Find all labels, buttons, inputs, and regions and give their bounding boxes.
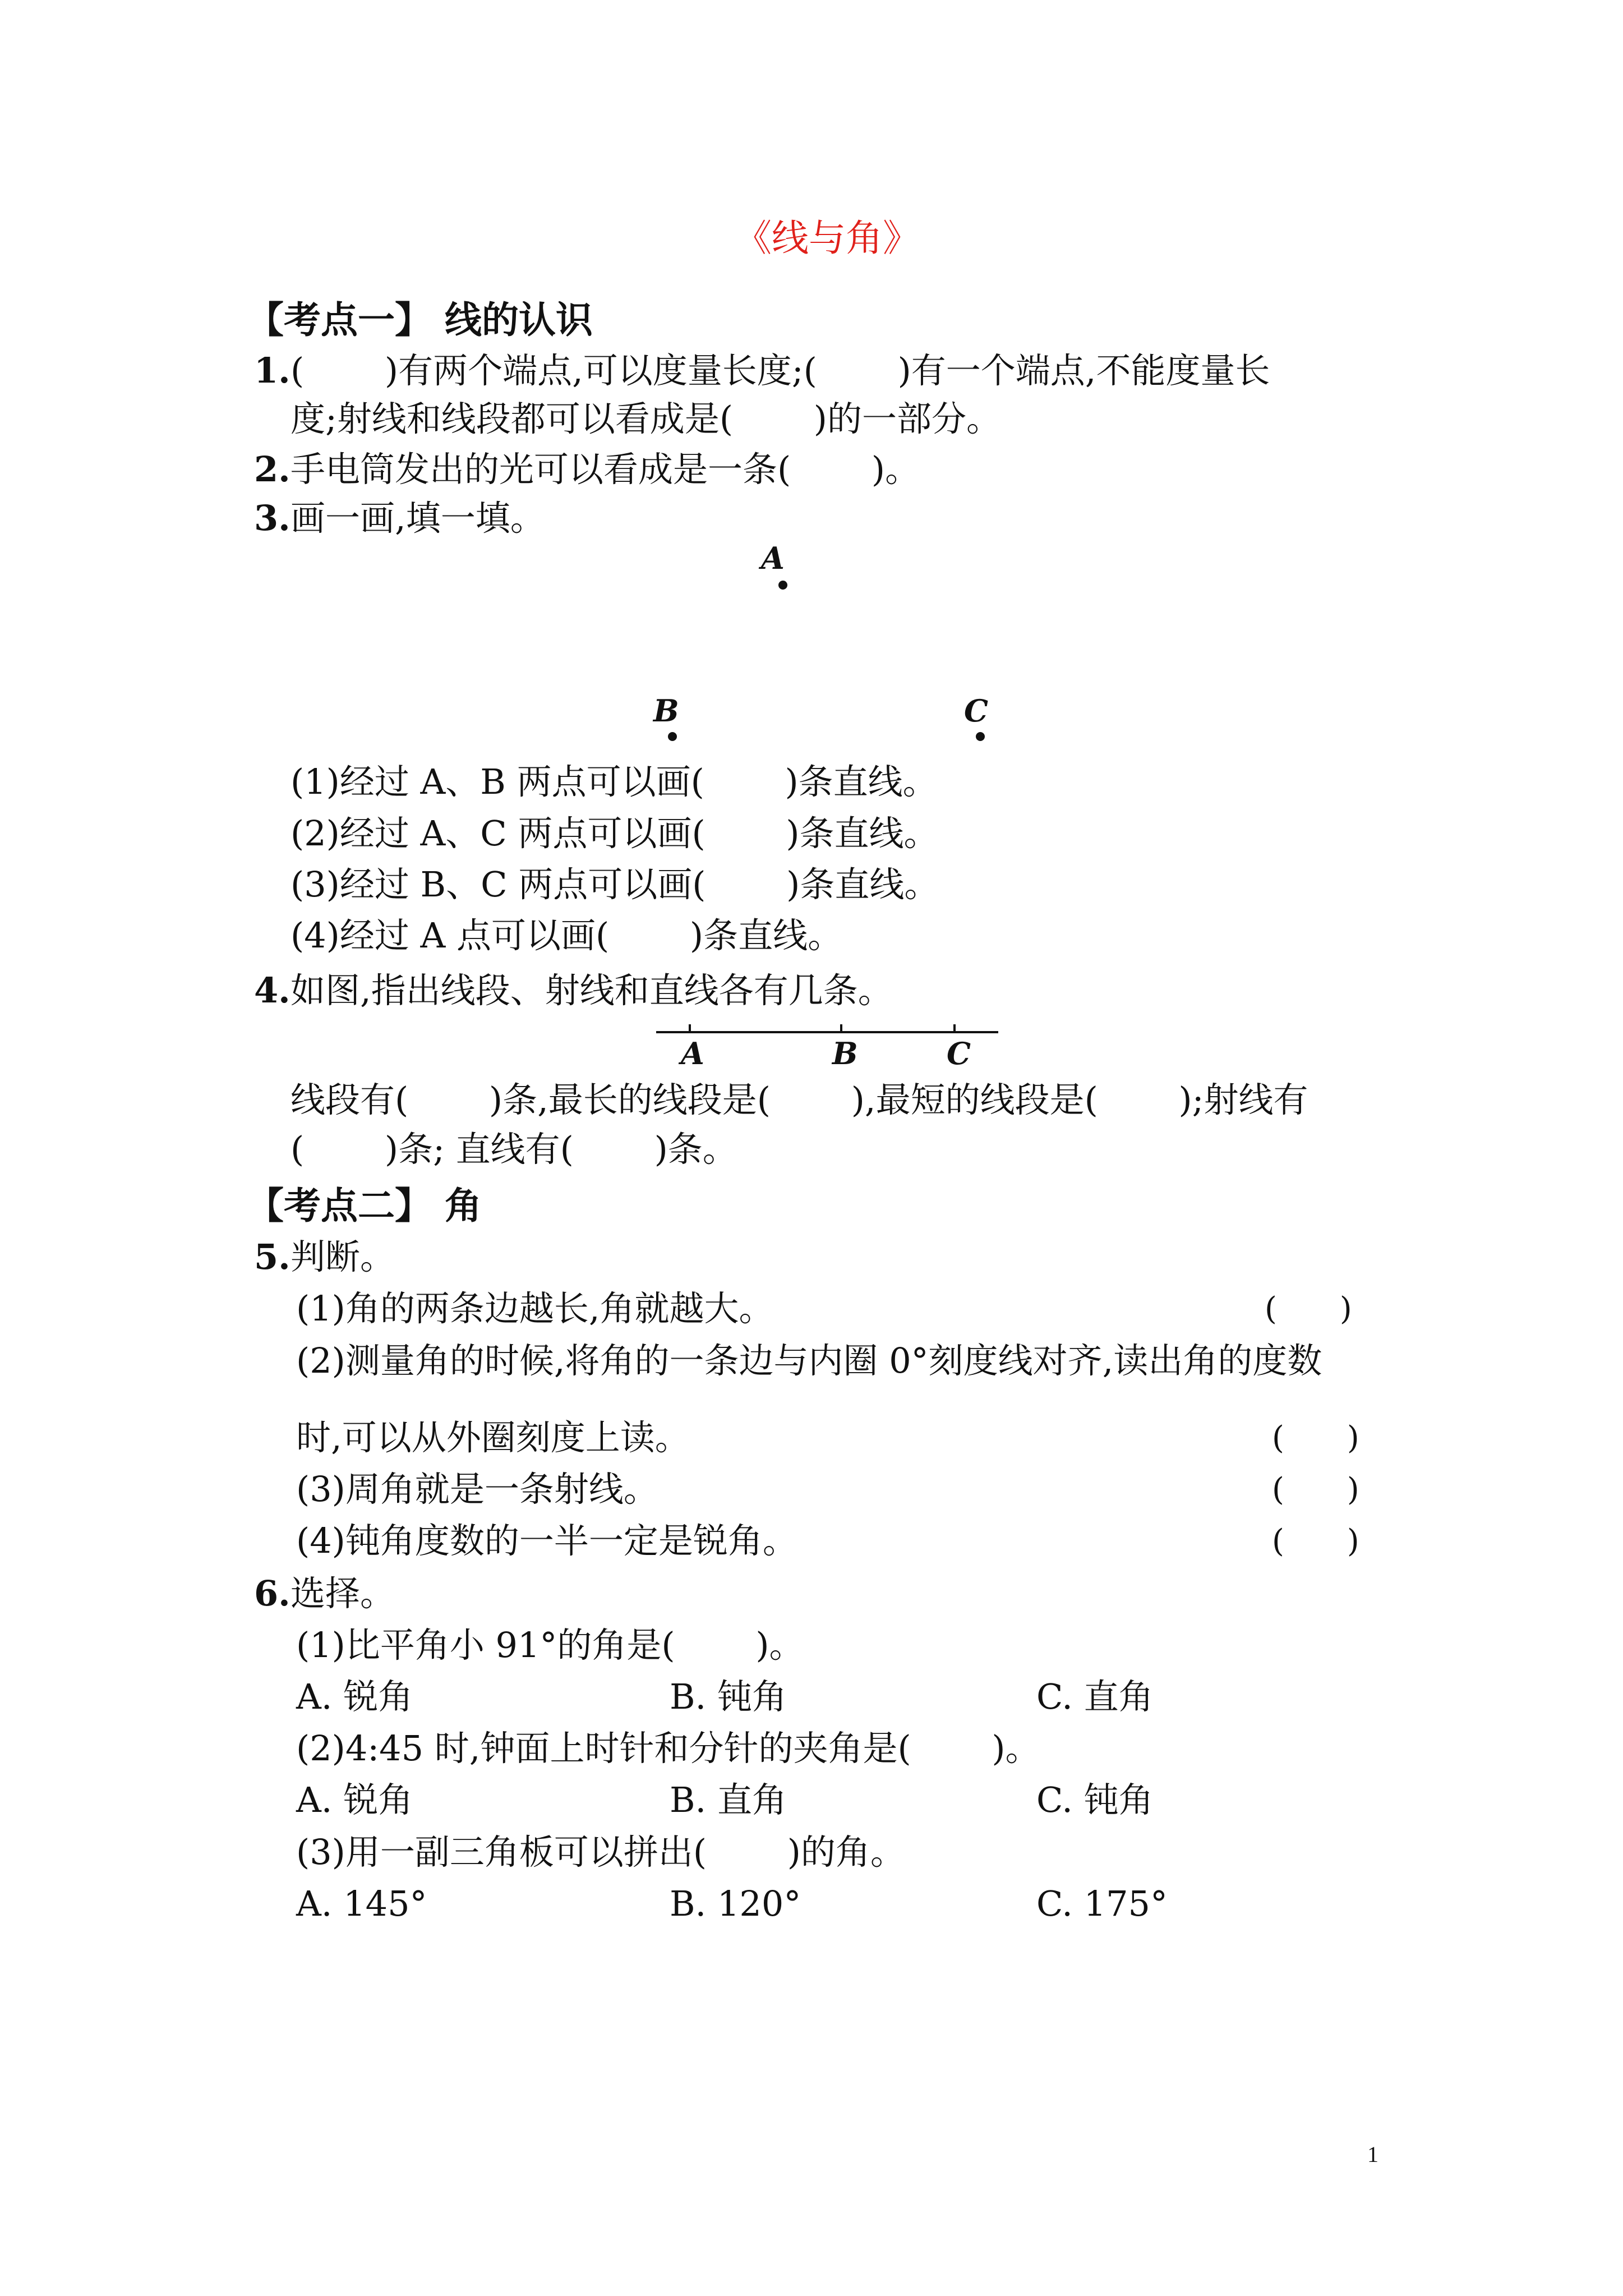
choice-question-3: (3)用一副三角板可以拼出( )的角。 [296,1832,905,1872]
question-3-text: 画一画,填一填。 [291,498,545,539]
question-1-line-1: ( )有两个端点,可以度量长度;( )有一个端点,不能度量长 [291,350,1270,391]
question-3-item-3: (3)经过 B、C 两点可以画( )条直线。 [291,864,939,905]
judge-item-1: (1)角的两条边越长,角就越大。 [296,1288,774,1329]
page-number: 1 [1367,2142,1378,2167]
choice-1-option-b: B. 钝角 [670,1676,787,1717]
question-number-6: 6. [254,1573,291,1614]
question-number-1: 1. [254,350,291,391]
question-number-2: 2. [254,449,291,490]
choice-2-option-a: A. 锐角 [296,1779,413,1820]
choice-1-option-a: A. 锐角 [296,1676,413,1717]
question-5-text: 判断。 [291,1236,395,1277]
judge-answer-4: ( ) [1272,1523,1359,1559]
point-b [668,732,677,741]
question-3-item-2: (2)经过 A、C 两点可以画( )条直线。 [291,813,939,854]
question-3-item-4: (4)经过 A 点可以画( )条直线。 [291,915,843,956]
choice-1-option-c: C. 直角 [1036,1676,1154,1717]
question-number-3: 3. [254,498,291,539]
judge-item-4: (4)钝角度数的一半一定是锐角。 [296,1520,797,1561]
choice-question-2: (2)4:45 时,钟面上时针和分针的夹角是( )。 [296,1728,1040,1769]
question-number-4: 4. [254,970,291,1011]
judge-item-3: (3)周角就是一条射线。 [296,1469,658,1510]
choice-2-option-c: C. 钝角 [1036,1779,1154,1820]
question-6-text: 选择。 [291,1573,395,1614]
line-label-b: B [832,1036,858,1071]
choice-2-option-b: B. 直角 [670,1779,787,1820]
question-4-line-1: 线段有( )条,最长的线段是( ),最短的线段是( );射线有 [291,1079,1308,1120]
choice-3-option-c: C. 175° [1036,1883,1168,1924]
point-c-label: C [964,693,988,729]
section-heading-1: 【考点一】 线的认识 [247,298,593,342]
line-label-a: A [681,1036,704,1071]
judge-answer-2: ( ) [1272,1420,1359,1456]
question-4-text: 如图,指出线段、射线和直线各有几条。 [291,970,893,1011]
line-label-c: C [947,1036,971,1071]
choice-question-1: (1)比平角小 91°的角是( )。 [296,1625,804,1665]
choice-3-option-a: A. 145° [296,1883,427,1924]
judge-answer-1: ( ) [1265,1291,1352,1327]
point-c [976,732,985,741]
judge-item-2: (2)测量角的时候,将角的一条边与内圈 0°刻度线对齐,读出角的度数 [296,1340,1322,1381]
page-title: 《线与角》 [735,217,920,260]
question-2-text: 手电筒发出的光可以看成是一条( )。 [291,449,920,490]
section-heading-2: 【考点二】 角 [247,1184,482,1227]
question-4-line-2: ( )条; 直线有( )条。 [291,1129,737,1170]
judge-item-2-continued: 时,可以从外圈刻度上读。 [296,1417,690,1458]
point-a-label: A [761,540,785,576]
question-1-line-2: 度;射线和线段都可以看成是( )的一部分。 [291,398,1001,439]
question-number-5: 5. [254,1236,291,1277]
choice-3-option-b: B. 120° [670,1883,801,1924]
point-b-label: B [653,693,679,729]
judge-answer-3: ( ) [1272,1471,1359,1508]
question-3-item-1: (1)经过 A、B 两点可以画( )条直线。 [291,761,938,802]
point-a [778,581,787,590]
